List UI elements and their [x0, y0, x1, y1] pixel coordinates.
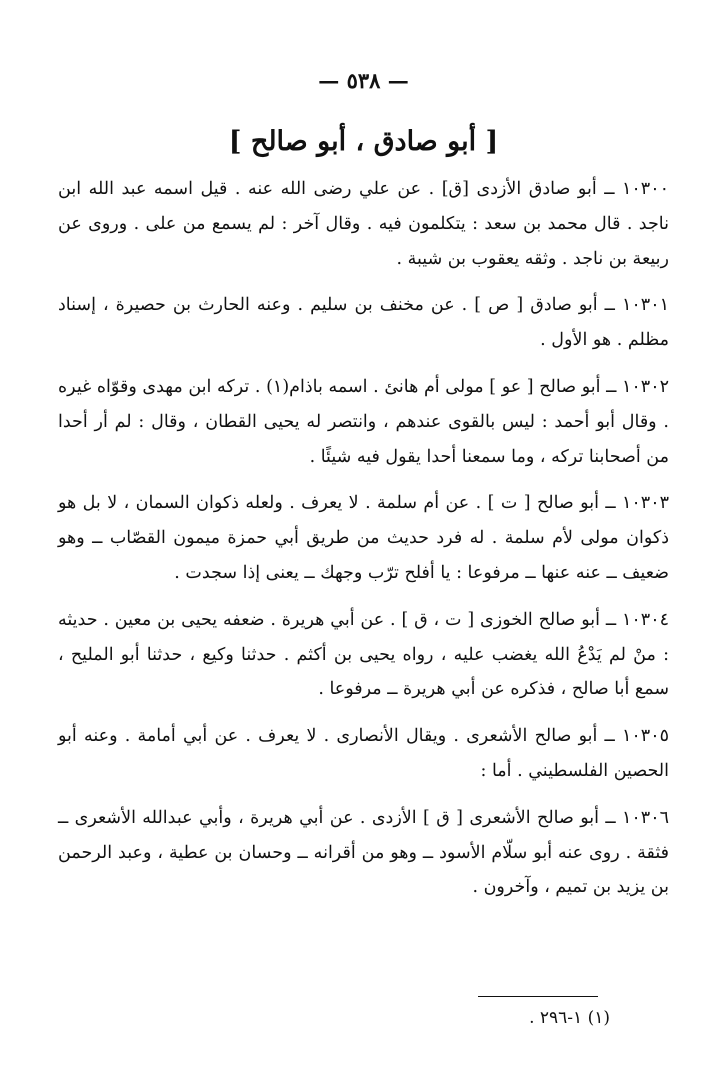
page-number: — ٥٣٨ — [318, 68, 409, 93]
entry-10305: ١٠٣٠٥ ــ أبو صالح الأشعرى . ويقال الأنصارى . لا يعرف . عن أبي أمامة . وعنه أبو الحصين الفلسطيني . أما : [58, 726, 669, 781]
entry-10301: ١٠٣٠١ ــ أبو صادق [ ص ] . عن مخنف بن سليم . وعنه الحارث بن حصيرة ، إسناد مظلم . هو الأول . [58, 295, 669, 351]
footnote-divider [478, 996, 598, 997]
entry-10304: ١٠٣٠٤ ــ أبو صالح الخوزى [ ت ، ق ] . عن أبي هريرة . ضعفه يحيى بن معين . حديثه : منْ لم يَدْعُ الله يغضب عليه ، رواه يحيى بن أكثم . حدثنا وكيع ، حدثنا أبو المليح ، سمع أبا صالح ، فذكره عن أبي هريرة ــ مرفوعا . [58, 609, 669, 700]
entry-10300: ١٠٣٠٠ ــ أبو صادق الأزدى [ق] . عن علي رضى الله عنه . قيل اسمه عبد الله ابن ناجد . قال محمد بن سعد : يتكلمون فيه . وقال آخر : لم يسمع من على . وروى عن ربيعة بن ناجد . وثقه يعقوب بن شيبة . [58, 179, 669, 269]
entry-10302: ١٠٣٠٢ ــ أبو صالح [ عو ] مولى أم هانئ . اسمه باذام(١) . تركه ابن مهدى وقوّاه غيره . وقال أبو أحمد : ليس بالقوى عندهم ، وانتصر له يحيى القطان ، وقال : لم أر أحدا من أصحابنا تركه ، وما سمعنا أحدا يقول فيه شيئًا . [58, 376, 669, 467]
section-heading: [ أبو صادق ، أبو صالح ] [228, 126, 499, 157]
entry-10303: ١٠٣٠٣ ــ أبو صالح [ ت ] . عن أم سلمة . لا يعرف . ولعله ذكوان السمان ، لا بل هو ذكوان مولى لأم سلمة . له فرد حديث من طريق أبي حمزة ميمون القصّاب ــ وهو ضعيف ــ عنه عنها ــ مرفوعا : يا أفلح ترّب وجهك ــ يعنى إذا سجدت . [58, 493, 669, 583]
entry-10306: ١٠٣٠٦ ــ أبو صالح الأشعرى [ ق ] الأزدى . عن أبي هريرة ، وأبي عبدالله الأشعرى ــ فثقة . روى عنه أبو سلّام الأسود ــ وهو من أقرانه ــ وحسان بن عطية ، وعبد الرحمن بن يزيد بن تميم ، وآخرون . [58, 807, 669, 898]
entries-list [58, 172, 669, 917]
footnote: (١) ١-٢٩٦ . [529, 1008, 610, 1028]
